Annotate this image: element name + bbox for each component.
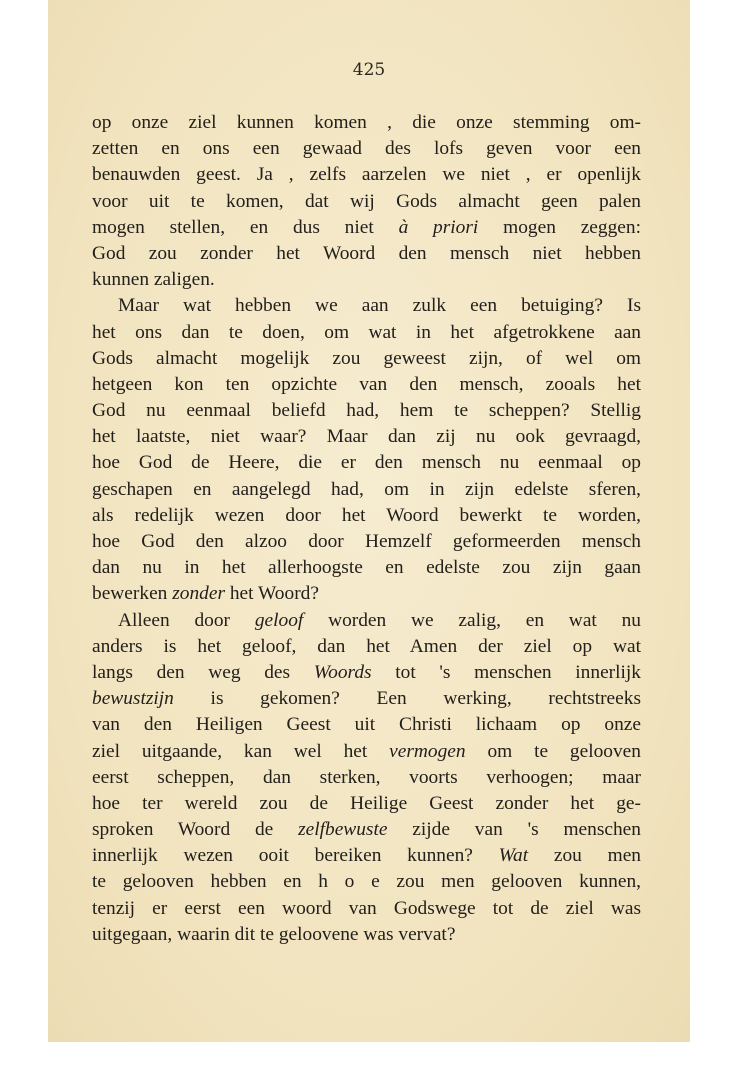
text-segment: te gelooven hebben en h o e zou men gelooven kunnen, bbox=[92, 871, 641, 893]
text-line bbox=[92, 189, 641, 215]
text-segment: dan nu in het allerhoogste en edelste zou zijn gaan bbox=[92, 557, 641, 579]
text-segment: God zou zonder het Woord den mensch niet hebben bbox=[92, 242, 641, 264]
text-line bbox=[92, 660, 641, 686]
text-segment: zou men bbox=[528, 845, 641, 867]
text-segment: is gekomen? Een werking, rechtstreeks bbox=[173, 688, 641, 710]
book-page bbox=[48, 0, 690, 1042]
text-segment: sproken Woord de bbox=[92, 819, 299, 841]
text-line bbox=[92, 398, 641, 424]
text-segment: eerst scheppen, dan sterken, voorts verhoogen; maar bbox=[92, 766, 641, 788]
text-line bbox=[92, 608, 641, 634]
text-segment: langs den weg des bbox=[92, 661, 314, 683]
text-segment: hetgeen kon ten opzichte van den mensch, zooals het bbox=[92, 373, 641, 395]
text-line bbox=[92, 765, 641, 791]
text-segment: anders is het geloof, dan het Amen der ziel op wat bbox=[92, 635, 641, 657]
text-line bbox=[92, 686, 641, 712]
text-segment: zijde van 's menschen bbox=[387, 819, 641, 841]
text-segment: Gods almacht mogelijk zou geweest zijn, of wel om bbox=[92, 347, 641, 369]
text-segment: het Woord? bbox=[225, 583, 319, 605]
text-segment: om te gelooven bbox=[465, 740, 641, 762]
text-line bbox=[92, 843, 641, 869]
italic-text: zelfbewuste bbox=[298, 819, 388, 841]
text-line bbox=[92, 896, 641, 922]
italic-text: Wat bbox=[498, 845, 529, 867]
page-number: 425 bbox=[352, 60, 386, 80]
italic-text: vermogen bbox=[389, 740, 466, 762]
text-segment: hoe God den alzoo door Hemzelf geformeerden mensch bbox=[92, 531, 641, 552]
text-segment: bewerken bbox=[92, 583, 173, 605]
text-line bbox=[92, 529, 641, 555]
text-segment: Alleen door bbox=[118, 609, 255, 631]
italic-text: bewustzijn bbox=[92, 688, 174, 710]
text-segment: tenzij er eerst een woord van Godswege tot de ziel was bbox=[92, 897, 641, 919]
text-segment: hoe ter wereld zou de Heilige Geest zonder het ge- bbox=[92, 792, 641, 814]
text-line bbox=[92, 555, 641, 581]
text-line bbox=[92, 791, 641, 817]
text-line bbox=[92, 241, 641, 267]
text-line bbox=[92, 712, 641, 738]
text-line bbox=[92, 817, 641, 843]
text-line bbox=[92, 267, 641, 293]
text-segment: tot 's menschen innerlijk bbox=[371, 661, 641, 683]
text-segment: kunnen zaligen. bbox=[92, 269, 215, 291]
italic-text: zonder bbox=[172, 583, 226, 605]
text-line bbox=[92, 922, 641, 948]
text-segment: God nu eenmaal beliefd had, hem te scheppen? Stellig bbox=[92, 400, 641, 422]
text-segment: van den Heiligen Geest uit Christi lichaam op onze bbox=[92, 714, 641, 736]
italic-text: Woords bbox=[313, 661, 372, 683]
text-segment: innerlijk wezen ooit bereiken kunnen? bbox=[92, 845, 499, 867]
text-line bbox=[92, 346, 641, 372]
text-segment: worden we zalig, en wat nu bbox=[303, 609, 641, 631]
text-line bbox=[92, 110, 641, 136]
text-segment: ziel uitgaande, kan wel het bbox=[92, 740, 390, 762]
text-segment: als redelijk wezen door het Woord bewerkt te worden, bbox=[92, 504, 641, 526]
text-line bbox=[92, 424, 641, 450]
text-segment: uitgegaan, waarin dit te geloovene was vervat? bbox=[92, 923, 456, 945]
text-line bbox=[92, 450, 641, 476]
italic-text: geloof bbox=[254, 609, 304, 631]
text-segment: geschapen en aangelegd had, om in zijn edelste sferen, bbox=[92, 478, 641, 500]
text-segment: hoe God de Heere, die er den mensch nu eenmaal op bbox=[92, 452, 641, 474]
text-line bbox=[92, 581, 641, 607]
text-segment: zetten en ons een gewaad des lofs geven voor een bbox=[92, 138, 641, 160]
text-line bbox=[92, 477, 641, 503]
text-segment: voor uit te komen, dat wij Gods almacht geen palen bbox=[92, 190, 641, 212]
text-line bbox=[92, 136, 641, 162]
text-segment: het laatste, niet waar? Maar dan zij nu ook gevraagd, bbox=[92, 426, 641, 448]
text-line bbox=[92, 162, 641, 188]
text-segment: Maar wat hebben we aan zulk een betuiging? Is bbox=[118, 295, 641, 317]
text-segment: benauwden geest. Ja , zelfs aarzelen we niet , er openlijk bbox=[92, 164, 641, 186]
text-segment: het ons dan te doen, om wat in het afgetrokkene aan bbox=[92, 321, 641, 343]
text-line bbox=[92, 739, 641, 765]
text-line bbox=[92, 869, 641, 895]
body-text bbox=[92, 110, 641, 948]
text-line bbox=[92, 215, 641, 241]
text-segment: op onze ziel kunnen komen , die onze stemming om- bbox=[92, 112, 641, 133]
text-line bbox=[92, 372, 641, 398]
italic-text: à priori bbox=[398, 216, 479, 238]
text-segment: mogen stellen, en dus niet bbox=[92, 216, 399, 238]
text-line bbox=[92, 320, 641, 346]
text-line bbox=[92, 503, 641, 529]
text-segment: mogen zeggen: bbox=[478, 216, 641, 238]
text-line bbox=[92, 634, 641, 660]
text-line bbox=[92, 293, 641, 319]
